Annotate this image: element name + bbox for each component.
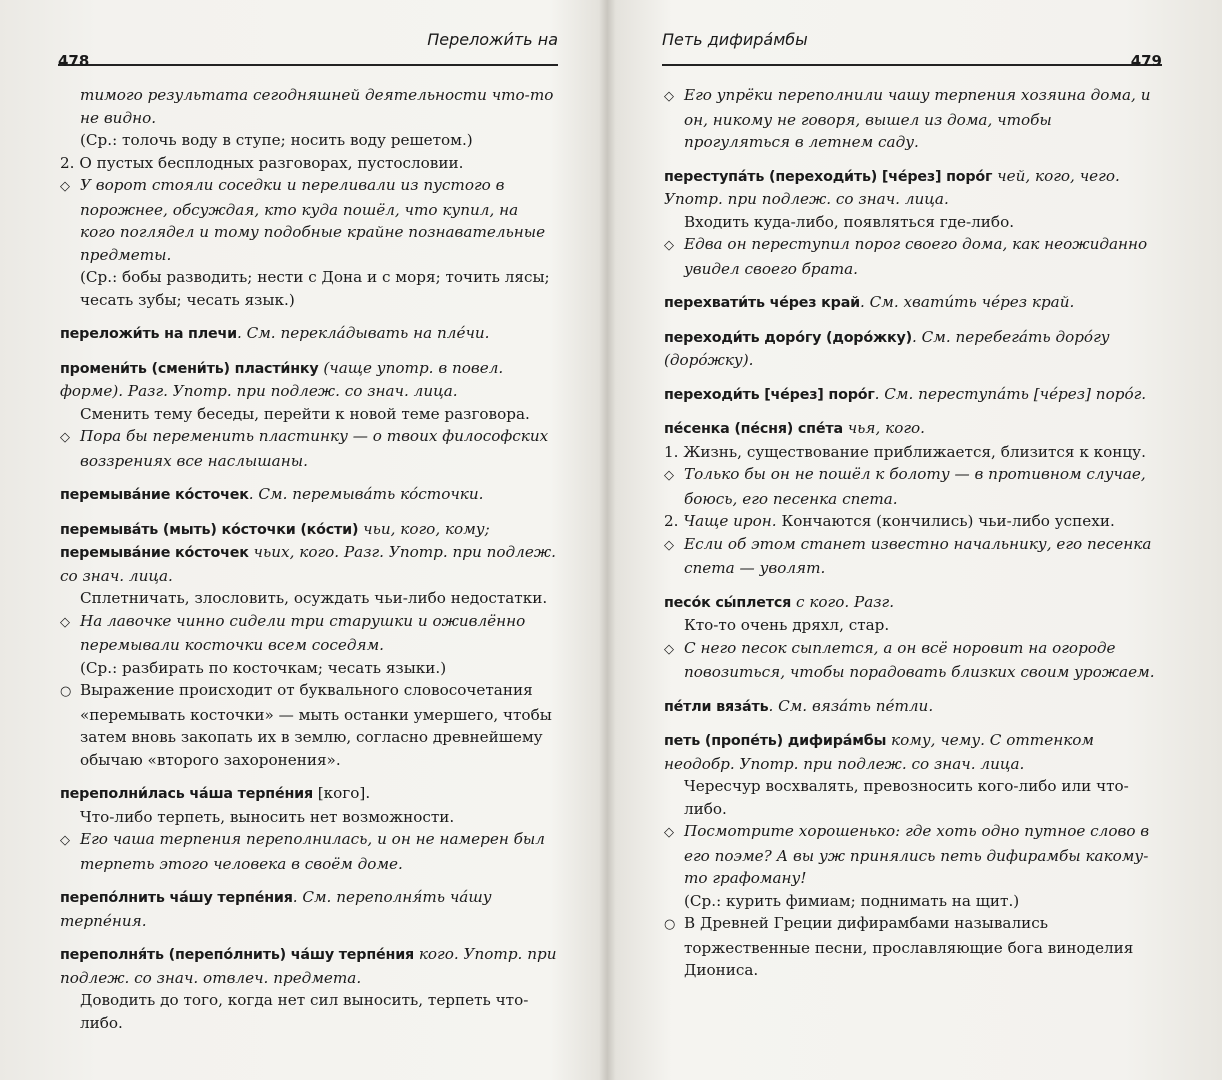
dictionary-entry (664, 591, 1162, 684)
left-page-header (58, 30, 558, 70)
see-reference: . См. вяза́ть пе́тли. (768, 696, 934, 715)
note-marker-icon: ○ (60, 684, 72, 699)
example-marker-icon: ◇ (664, 238, 674, 253)
example-marker-icon: ◇ (664, 468, 674, 483)
cross-reference: (Ср.: толочь воду в ступе; носить воду решетом.) (80, 131, 473, 149)
headword: переполни́лась ча́ша терпе́ния (60, 786, 313, 802)
example-marker-icon: ◇ (664, 825, 674, 840)
dictionary-entry (664, 326, 1162, 372)
example-line (664, 637, 1162, 684)
example-marker-icon: ◇ (664, 641, 674, 657)
dictionary-entry (60, 943, 558, 1034)
headword: перехвати́ть че́рез край (664, 295, 860, 311)
example-marker-icon: ◇ (664, 537, 674, 553)
example-text: Только бы он не пошёл к болоту — в противном случае, боюсь, его песенка спета. (684, 465, 1146, 508)
continued-entry (664, 84, 1162, 154)
example-line (60, 610, 558, 657)
dictionary-entry (60, 322, 558, 346)
example-line (60, 174, 558, 266)
example-marker-icon: ◇ (664, 89, 674, 104)
definition: Доводить до того, когда нет сил выносить, терпеть что-либо. (80, 991, 529, 1032)
running-head: Переложи́ть на (427, 30, 558, 49)
headword: переходи́ть [че́рез] поро́г (664, 386, 875, 403)
left-page (0, 0, 600, 1080)
see-reference: . См. хвати́ть че́рез край. (859, 293, 1075, 311)
sense-text: 2. О пустых бесплодных разговорах, пустословии. (60, 153, 464, 172)
grammar-note: чьих, кого. Разг. Употр. при подлеж. со знач. лица. (60, 543, 556, 585)
example-line (664, 233, 1162, 280)
grammar-note: чья, кого. (842, 419, 926, 437)
headword-variant: перемыва́ние ко́сточек (60, 545, 249, 561)
grammar-note: [кого]. (312, 784, 371, 802)
usage-label: Чаще ирон. (683, 512, 777, 530)
dictionary-entry (60, 886, 558, 932)
see-reference: . См. перекла́дывать на пле́чи. (236, 324, 490, 342)
dictionary-entry (664, 695, 1162, 719)
see-reference: . См. перебега́ть доро́гу (доро́жку). (664, 327, 1110, 369)
headword: промени́ть (смени́ть) пласти́нку (60, 360, 319, 377)
sense-text: 1. Жизнь, существование приближается, близится к концу. (664, 442, 1146, 461)
example-line (664, 463, 1162, 510)
example-marker-icon: ◇ (60, 833, 70, 848)
grammar-note: (чаще употр. в повел. форме). Разг. Употр. при подлеж. со знач. лица. (60, 358, 504, 400)
example-text: Его упрёки переполнили чашу терпения хозяина дома, и он, никому не говоря, вышел из дома, чтобы прогуляться в летнем саду. (684, 86, 1151, 151)
example-line (60, 425, 558, 472)
example-text: тимого результата сегодняшней деятельности что-то не видно. (80, 86, 554, 127)
left-page-body (60, 84, 558, 1045)
cross-reference: (Ср.: разбирать по косточкам; чесать языки.) (80, 658, 447, 677)
see-reference: . См. переступа́ть [че́рез] поро́г. (874, 384, 1147, 403)
see-reference: . См. перемыва́ть ко́сточки. (248, 485, 484, 503)
definition: Чересчур восхвалять, превозносить кого-либо или что-либо. (684, 777, 1129, 818)
definition: Что-либо терпеть, выносить нет возможности. (80, 807, 455, 826)
headword: перепо́лнить ча́шу терпе́ния (60, 890, 293, 906)
dictionary-entry (60, 357, 558, 473)
dictionary-entry (60, 782, 558, 875)
example-line (664, 820, 1162, 890)
dictionary-entry (664, 417, 1162, 580)
example-text: С него песок сыплется, а он всё норовит на огороде повозиться, чтобы порадовать близких своим урожаем. (684, 638, 1155, 681)
continued-entry (60, 84, 558, 311)
grammar-note: чьи, кого, кому; (358, 519, 490, 538)
headword: переходи́ть доро́гу (доро́жку) (664, 329, 912, 346)
example-marker-icon: ◇ (60, 179, 70, 194)
note-marker-icon: ○ (664, 917, 676, 932)
example-line (664, 533, 1162, 580)
headword: песо́к сы́плется (664, 594, 792, 611)
example-text: У ворот стояли соседки и переливали из пустого в порожнее, обсуждая, кто куда пошёл, что купил, на кого поглядел и тому подобные крайне познавательные предметы. (80, 176, 546, 264)
etymology-text: Выражение происходит от буквального словосочетания «перемывать косточки» — мыть останки умершего, чтобы затем вновь закопать их в землю, согласно древнейшему обычаю «второго захоронения». (80, 681, 552, 769)
grammar-note: чей, кого, чего. Употр. при подлеж. со знач. лица. (664, 166, 1120, 208)
dictionary-entry (664, 165, 1162, 281)
page-number: 478 (58, 52, 90, 70)
example-text: Едва он переступил порог своего дома, как неожиданно увидел своего брата. (684, 235, 1148, 278)
dictionary-entry (60, 483, 558, 507)
etymology-line (664, 912, 1162, 982)
definition: Сменить тему беседы, перейти к новой теме разговора. (80, 404, 530, 423)
example-line (60, 828, 558, 875)
headword: петь (пропе́ть) дифира́мбы (664, 733, 887, 749)
running-head: Петь дифира́мбы (662, 30, 808, 49)
right-page (612, 0, 1222, 1080)
headword: переложи́ть на плечи (60, 326, 237, 342)
headword: пе́сенка (пе́сня) спе́та (664, 421, 843, 437)
headword: пе́тли вяза́ть (664, 698, 769, 715)
example-line (664, 84, 1162, 154)
cross-reference: (Ср.: курить фимиам; поднимать на щит.) (684, 891, 1020, 910)
example-text: На лавочке чинно сидели три старушки и оживлённо перемывали косточки всем соседям. (80, 611, 526, 654)
cross-reference: (Ср.: бобы разводить; нести с Дона и с моря; точить лясы; чесать зубы; чесать язык.) (80, 268, 550, 309)
headword: перемыва́ть (мыть) ко́сточки (ко́сти) (60, 521, 359, 538)
example-text: Посмотрите хорошенько: где хоть одно путное слово в его поэме? А вы уж принялись петь дифирамбы какому-то графоману! (684, 822, 1150, 887)
example-text: Если об этом станет известно начальнику, его песенка спета — уволят. (684, 534, 1152, 577)
headword: переполня́ть (перепо́лнить) ча́шу терпе́ния (60, 947, 414, 963)
grammar-note: кого. Употр. при подлеж. со знач. отвлеч. предмета. (60, 945, 557, 987)
etymology-text: В Древней Греции дифирамбами назывались торжественные песни, прославляющие бога виноделия Диониса. (684, 914, 1134, 979)
page-number: 479 (1130, 52, 1162, 70)
definition: Сплетничать, злословить, осуждать чьи-либо недостатки. (80, 589, 548, 607)
example-text: Пора бы переменить пластинку — о твоих философских воззрениях все наслышаны. (80, 427, 549, 470)
right-page-body (664, 84, 1162, 993)
sense-number: 2. (664, 512, 684, 530)
headword: перемыва́ние ко́сточек (60, 487, 249, 503)
see-reference: . См. переполня́ть ча́шу терпе́ния. (60, 888, 492, 930)
dictionary-entry (664, 729, 1162, 982)
dictionary-entry (60, 518, 558, 772)
etymology-line (60, 679, 558, 771)
grammar-note: с кого. Разг. (791, 592, 895, 611)
dictionary-entry (664, 383, 1162, 407)
example-text: Его чаша терпения переполнилась, и он не намерен был терпеть этого человека в своём доме. (80, 830, 545, 873)
grammar-note: кому, чему. С оттенком неодобр. Употр. при подлеж. со знач. лица. (664, 731, 1095, 773)
dictionary-entry (664, 291, 1162, 315)
headword: переступа́ть (переходи́ть) [че́рез] поро́г (664, 168, 993, 185)
example-marker-icon: ◇ (60, 614, 70, 630)
definition: Входить куда-либо, появляться где-либо. (684, 212, 1015, 231)
sense-definition: Кончаются (кончились) чьи-либо успехи. (776, 512, 1115, 530)
definition: Кто-то очень дряхл, стар. (684, 616, 890, 634)
example-marker-icon: ◇ (60, 430, 70, 445)
right-page-header (662, 30, 1162, 70)
sense-text (664, 510, 1162, 533)
